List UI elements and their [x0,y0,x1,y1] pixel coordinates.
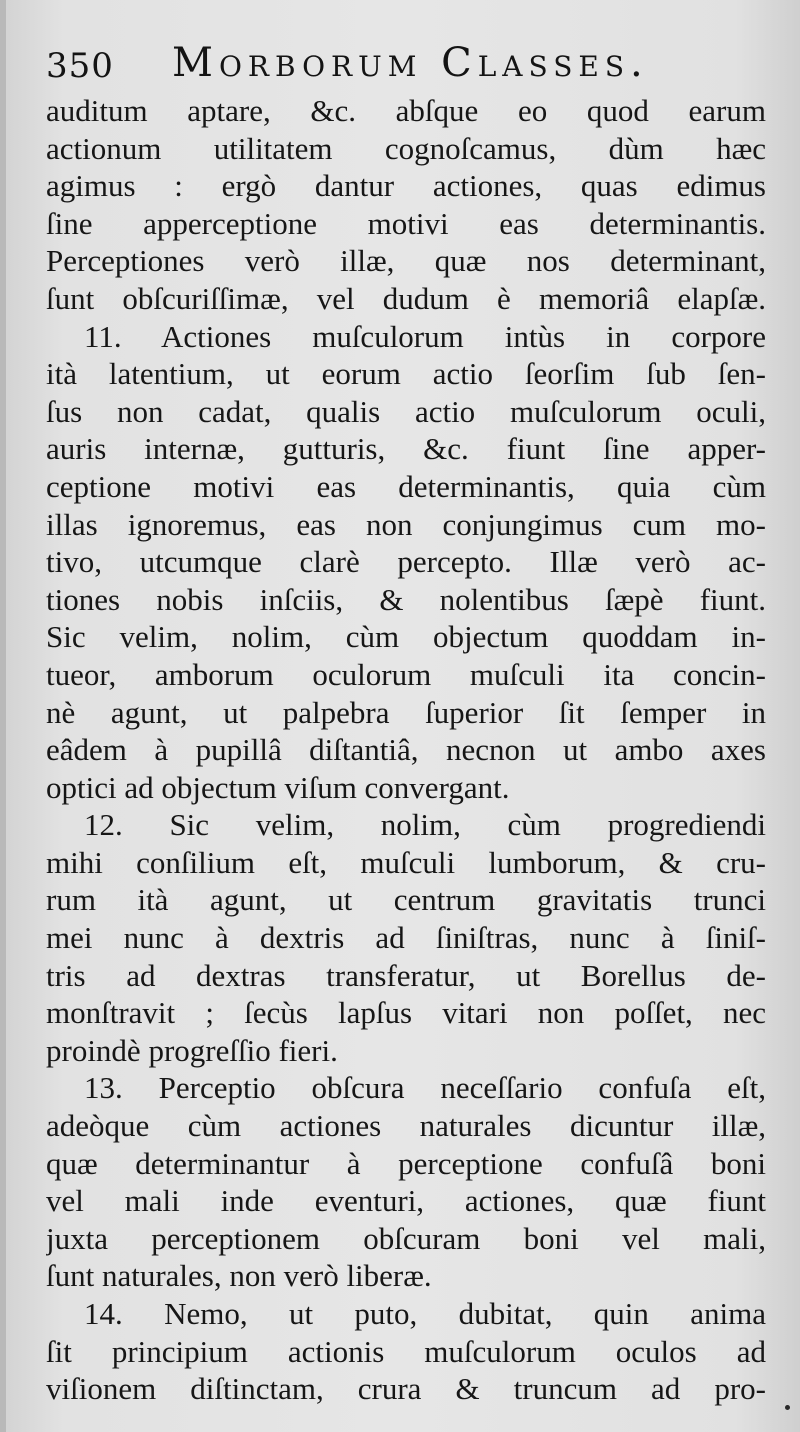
text-line: actionum utilitatem cognoſcamus, dùm hæc [46,130,766,166]
text-line: auditum aptare, &c. abſque eo quod earum [46,93,766,128]
text-line: ſunt naturales, non verò liberæ. [46,1258,432,1294]
text-line: tiones nobis inſciis, & nolentibus ſæpè fiunt. [46,581,766,617]
body-text [46,92,766,1408]
text-line: ſine apperceptione motivi eas determinantis. [46,205,766,241]
text-line: monſtravit ; ſecùs lapſus vitari non poſſet, nec [46,995,766,1031]
text-line: auris internæ, gutturis, &c. fiunt ſine apper- [46,431,766,467]
text-line: adeòque cùm actiones naturales dicuntur illæ, [46,1108,766,1144]
page-edge-shadow [0,0,6,1432]
text-line: mei nunc à dextris ad ſiniſtras, nunc à ſiniſ- [46,920,766,956]
text-line: ità latentium, ut eorum actio ſeorſim ſub ſen- [46,356,766,392]
running-head [46,40,766,96]
text-line: ſus non cadat, qualis actio muſculorum oculi, [46,393,766,429]
paragraph-start-12: 12. Sic velim, nolim, cùm progrediendi [84,807,766,843]
paragraph-start-11: 11. Actiones muſculorum intùs in corpore [84,318,766,354]
text-line: Sic velim, nolim, cùm objectum quoddam in- [46,619,766,655]
text-line: optici ad objectum viſum convergant. [46,769,510,805]
text-line: ſunt obſcuriſſimæ, vel dudum è memoriâ elapſæ. [46,280,766,316]
text-line: ceptione motivi eas determinantis, quia cùm [46,468,766,504]
text-line: quæ determinantur à perceptione confuſâ boni [46,1145,766,1181]
text-line: nè agunt, ut palpebra ſuperior ſit ſemper in [46,694,766,730]
page-number: 350 [46,46,114,86]
page-title: Morborum Classes. [172,40,649,86]
text-line: Perceptiones verò illæ, quæ nos determinant, [46,243,766,279]
text-line: juxta perceptionem obſcuram boni vel mali, [46,1220,766,1256]
text-line: eâdem à pupillâ diſtantiâ, necnon ut ambo axes [46,732,766,768]
paragraph-start-13: 13. Perceptio obſcura neceſſario confuſa eſt, [84,1070,766,1106]
text-line: vel mali inde eventuri, actiones, quæ fiunt [46,1183,766,1219]
paragraph-start-14: 14. Nemo, ut puto, dubitat, quin anima [84,1296,766,1331]
text-line: rum ità agunt, ut centrum gravitatis trunci [46,882,766,918]
text-line: viſionem diſtinctam, crura & truncum ad pro- [46,1371,766,1407]
text-line: ſit principium actionis muſculorum oculos ad [46,1333,766,1369]
ink-speck [785,1405,790,1410]
text-line: tris ad dextras transferatur, ut Borellus de- [46,957,766,993]
text-line: proindè progreſſio fieri. [46,1032,338,1068]
text-line: tivo, utcumque clarè percepto. Illæ verò ac- [46,544,766,580]
text-line: agimus : ergò dantur actiones, quas edimus [46,168,766,204]
text-line: tueor, amborum oculorum muſculi ita concin- [46,656,766,692]
text-line: illas ignoremus, eas non conjungimus cum mo- [46,506,766,542]
text-line: mihi conſilium eſt, muſculi lumborum, & cru- [46,844,766,880]
